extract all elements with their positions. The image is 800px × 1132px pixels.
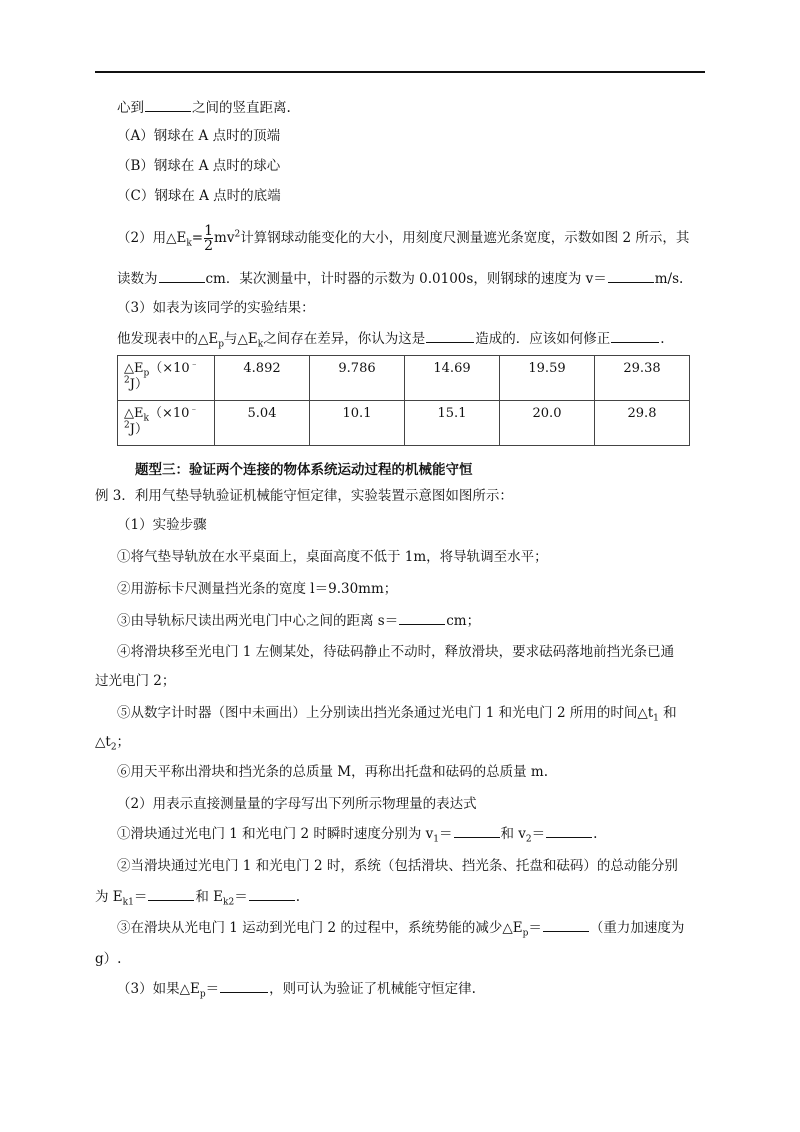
expression-3-cont: g）. (95, 951, 122, 967)
table-cell: 10.1 (310, 401, 405, 446)
step-6: ⑥用天平称出滑块和挡光条的总质量 M，再称出托盘和砝码的总质量 m. (117, 764, 548, 780)
expression-1: ①滑块通过光电门 1 和光电门 2 时瞬时速度分别为 $v_1=$ 和 $v_2=$ . (117, 826, 598, 845)
answer-blank[interactable] (145, 99, 191, 112)
example-intro: 例 3．利用气垫导轨验证机械能守恒定律，实验装置示意图如图所示： (95, 488, 513, 504)
table-cell: 15.1 (405, 401, 500, 446)
answer-blank[interactable] (543, 919, 589, 932)
option-c: （C）钢球在 A 点时的底端 (117, 188, 281, 204)
option-b: （B）钢球在 A 点时的球心 (117, 158, 281, 174)
expression-2-cont: 为 $E_{k1}=$ 和 $E_{k2}=$ . (95, 889, 300, 908)
step-4-cont: 过光电门 2； (95, 673, 176, 689)
results-table (117, 355, 690, 446)
expressions-title: （2）用表示直接测量量的字母写出下列所示物理量的表达式 (117, 796, 477, 812)
answer-blank[interactable] (611, 330, 659, 343)
question-2: （2）用$\triangle E_k=\frac{1}{2}$ $mv^2$计算钢球动能变化的大小，用刻度尺测量遮光条宽度，示数如图 2 所示，其 (117, 223, 690, 254)
fraction-half: $\frac{1}{2}$ (204, 223, 214, 254)
step-3: ③由导轨标尺读出两光电门中心之间的距离 s＝ cm； (117, 613, 481, 629)
table-row (118, 356, 690, 401)
option-a: （A）钢球在 A 点时的顶端 (117, 128, 281, 144)
row-label-ep: $\triangle E_p(\times 10^﹣$ $^2$J） (118, 356, 215, 401)
line-continuation: 心到 之间的竖直距离. (117, 100, 291, 116)
answer-blank[interactable] (426, 330, 474, 343)
step-5: ⑤从数字计时器（图中未画出）上分别读出挡光条通过光电门 1 和光电门 2 所用的时间$\triangle t_1$ 和 (117, 705, 677, 724)
question-3-text: 他发现表中的$\triangle E_p$与$\triangle E_k$之间存在差异，你认为这是 造成的．应该如何修正 . (117, 331, 665, 350)
table-cell: 29.38 (595, 356, 690, 401)
table-cell: 4.892 (215, 356, 310, 401)
answer-blank[interactable] (249, 888, 295, 901)
table-cell: 29.8 (595, 401, 690, 446)
table-cell: 14.69 (405, 356, 500, 401)
table-cell: 5.04 (215, 401, 310, 446)
question-3: （3）如表为该同学的实验结果： (117, 300, 315, 316)
table-cell: 9.786 (310, 356, 405, 401)
step-5-cont: $\triangle t_2$； (95, 734, 131, 753)
answer-blank[interactable] (399, 612, 445, 625)
table-cell: 19.59 (500, 356, 595, 401)
answer-blank[interactable] (608, 270, 654, 283)
question-2-reading: 读数为 cm．某次测量中，计时器的示数为 0.0100s，则钢球的速度为 v＝ m/s. (117, 271, 684, 287)
answer-blank[interactable] (454, 825, 500, 838)
question-3-final: （3）如果$\triangle E_p=$ ，则可认为验证了机械能守恒定律. (117, 981, 476, 1000)
table-row (118, 401, 690, 446)
header-rule (95, 71, 705, 73)
expression-2: ②当滑块通过光电门 1 和光电门 2 时，系统（包括滑块、挡光条、托盘和砝码）的总动能分别 (117, 858, 678, 874)
answer-blank[interactable] (148, 888, 194, 901)
answer-blank[interactable] (159, 270, 205, 283)
step-4: ④将滑块移至光电门 1 左侧某处，待砝码静止不动时，释放滑块，要求砝码落地前挡光条已通 (117, 644, 675, 660)
table-cell: 20.0 (500, 401, 595, 446)
answer-blank[interactable] (546, 825, 592, 838)
row-label-ek: $\triangle E_k(\times 10^﹣$ $^2$J） (118, 401, 215, 446)
section-heading: 题型三：验证两个连接的物体系统运动过程的机械能守恒 (135, 462, 473, 478)
expression-3: ③在滑块从光电门 1 运动到光电门 2 的过程中，系统势能的减少$\triangle E_p=$ （重力加速度为 (117, 920, 685, 939)
step-1: ①将气垫导轨放在水平桌面上，桌面高度不低于 1m，将导轨调至水平； (117, 549, 548, 565)
answer-blank[interactable] (220, 980, 268, 993)
step-2: ②用游标卡尺测量挡光条的宽度 l＝9.30mm； (117, 581, 398, 597)
steps-title: （1）实验步骤 (117, 517, 207, 533)
